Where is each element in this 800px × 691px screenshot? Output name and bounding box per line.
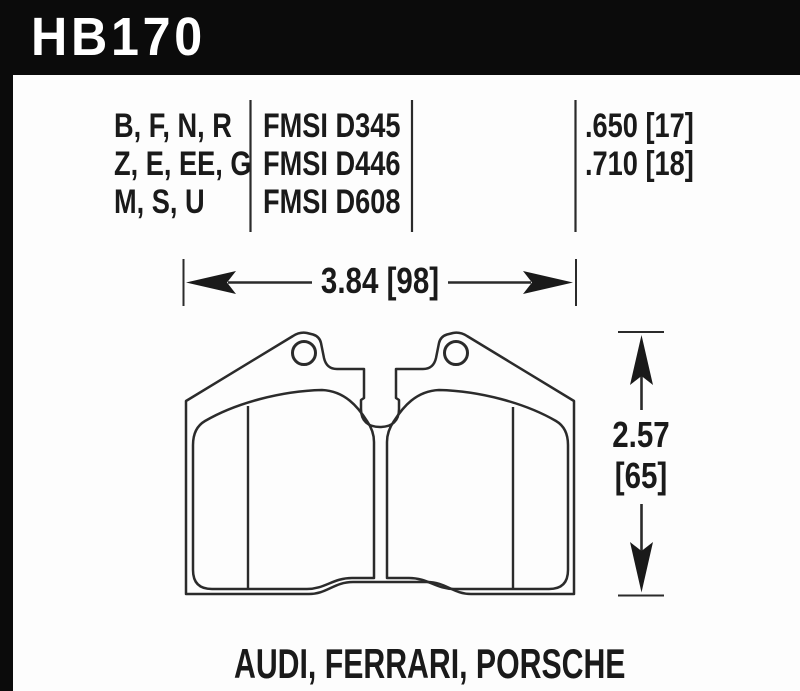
fmsi-row-2: FMSI D446	[263, 145, 401, 183]
mounting-hole-right	[445, 342, 468, 365]
height-dimension-label-inches: 2.57	[612, 414, 670, 455]
vehicle-applications: AUDI, FERRARI, PORSCHE	[234, 640, 626, 687]
mounting-hole-left	[293, 342, 316, 365]
compounds-row-1: B, F, N, R	[114, 107, 232, 145]
compounds-row-2: Z, E, EE, G	[114, 145, 252, 183]
thickness-row-1: .650 [17]	[585, 107, 694, 145]
width-dimension	[184, 259, 577, 306]
part-number: HB170	[31, 7, 206, 67]
friction-pad-right	[387, 390, 568, 589]
backing-plate-outline	[186, 333, 574, 594]
brake-pad-drawing	[186, 333, 574, 594]
compounds-row-3: M, S, U	[114, 183, 205, 221]
width-dimension-label: 3.84 [98]	[320, 260, 440, 301]
fmsi-row-3: FMSI D608	[263, 183, 401, 221]
fmsi-row-1: FMSI D345	[263, 107, 401, 145]
friction-pad-left	[193, 390, 374, 589]
height-dimension-label-mm: [65]	[614, 455, 668, 496]
thickness-row-2: .710 [18]	[585, 145, 694, 183]
